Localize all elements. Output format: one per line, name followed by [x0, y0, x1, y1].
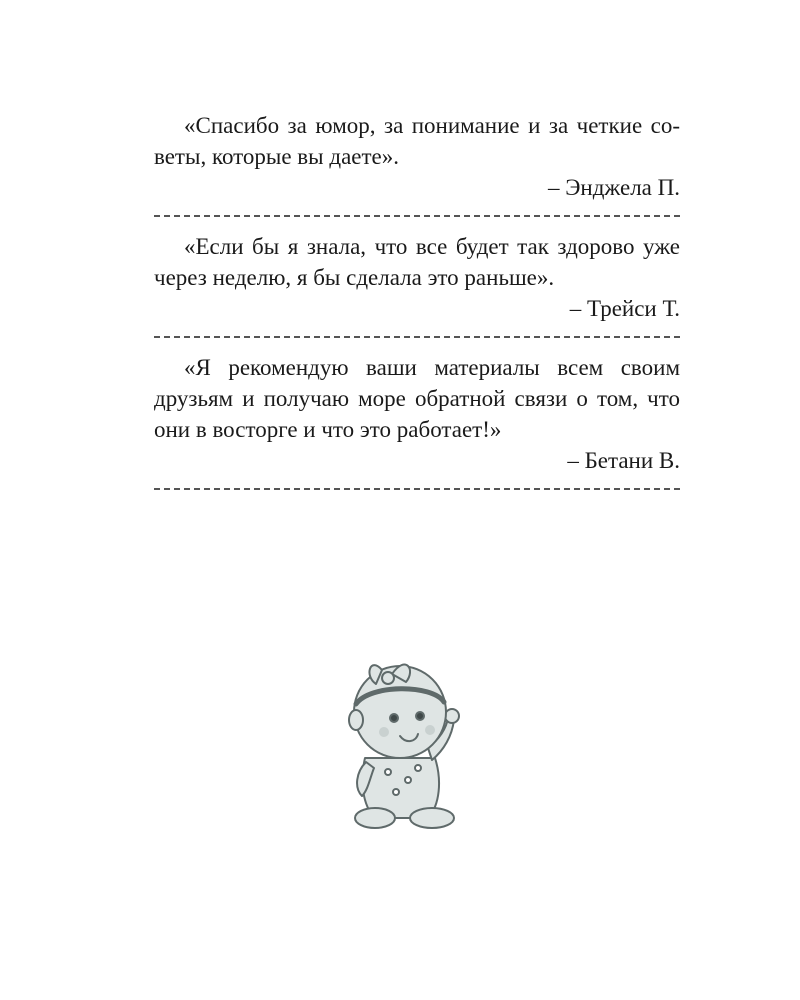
dashed-divider — [154, 336, 680, 338]
testimonial-quote: «Спасибо за юмор, за понимание и за четкие со-веты, которые вы даете». — [154, 113, 680, 169]
testimonial-author: – Трейси Т. — [569, 296, 680, 321]
testimonial-quote: «Если бы я знала, что все будет так здорово уже через неделю, я бы сделала это раньше». — [154, 234, 680, 290]
dashed-divider — [154, 215, 680, 217]
testimonial-author: – Энджела П. — [547, 175, 680, 200]
testimonials-section — [154, 110, 680, 504]
testimonial-author: – Бетани В. — [567, 448, 680, 473]
baby-girl-with-bow-icon — [320, 640, 480, 835]
testimonial-quote: «Я рекомендую ваши материалы всем своим друзьям и получаю море обратной связи о том, что они в восторге и что это работает!» — [154, 355, 680, 442]
testimonial-1 — [154, 110, 680, 203]
testimonial-2 — [154, 231, 680, 324]
testimonial-3 — [154, 352, 680, 476]
dashed-divider — [154, 488, 680, 490]
